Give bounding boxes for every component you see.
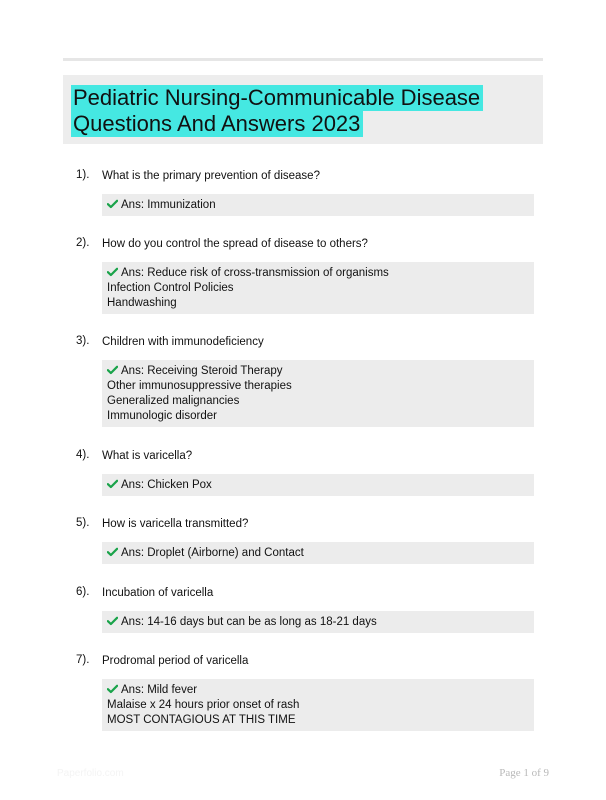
- question-text: How do you control the spread of disease to others?: [102, 238, 368, 250]
- page-indicator: Page 1 of 9: [499, 767, 549, 779]
- answer-box: [102, 194, 534, 216]
- question-number: 3).: [76, 335, 90, 347]
- title-line-1: Pediatric Nursing-Communicable Disease: [71, 85, 483, 111]
- question-text: How is varicella transmitted?: [102, 518, 249, 530]
- answer-line: Malaise x 24 hours prior onset of rash: [107, 699, 300, 711]
- answer-box: [102, 474, 534, 496]
- answer-line: Ans: Droplet (Airborne) and Contact: [107, 546, 534, 561]
- answer-box: [102, 542, 534, 564]
- footer-watermark: Paperfolio.com: [57, 768, 124, 779]
- answer-box: [102, 679, 534, 731]
- question-number: 5).: [76, 517, 90, 529]
- page-title: [71, 85, 483, 137]
- answer-line: Ans: Chicken Pox: [107, 478, 534, 493]
- checkmark-icon: [107, 684, 118, 694]
- answer-line: Infection Control Policies: [107, 282, 234, 294]
- title-line-2: Questions And Answers 2023: [71, 111, 363, 137]
- answer-line: Handwashing: [107, 297, 177, 309]
- answer-line: Generalized malignancies: [107, 395, 240, 407]
- answer-box: [102, 611, 534, 633]
- checkmark-icon: [107, 547, 118, 557]
- answer-line: Ans: Immunization: [107, 198, 534, 213]
- question-number: 2).: [76, 237, 90, 249]
- title-block: [63, 75, 543, 144]
- question-number: 4).: [76, 449, 90, 461]
- question-text: What is the primary prevention of disease?: [102, 170, 320, 182]
- question-text: What is varicella?: [102, 450, 193, 462]
- answer-line: Ans: Reduce risk of cross-transmission of organisms: [107, 266, 534, 281]
- answer-box: [102, 360, 534, 427]
- question-number: 6).: [76, 586, 90, 598]
- checkmark-icon: [107, 365, 118, 375]
- answer-line: Ans: Receiving Steroid Therapy: [107, 364, 534, 379]
- checkmark-icon: [107, 199, 118, 209]
- question-text: Children with immunodeficiency: [102, 336, 264, 348]
- answer-line: MOST CONTAGIOUS AT THIS TIME: [107, 714, 296, 726]
- checkmark-icon: [107, 616, 118, 626]
- answer-box: [102, 262, 534, 314]
- checkmark-icon: [107, 267, 118, 277]
- question-text: Prodromal period of varicella: [102, 655, 249, 667]
- answer-line: Ans: 14-16 days but can be as long as 18-21 days: [107, 615, 534, 630]
- answer-line: Ans: Mild fever: [107, 683, 534, 698]
- checkmark-icon: [107, 479, 118, 489]
- question-number: 7).: [76, 654, 90, 666]
- question-text: Incubation of varicella: [102, 587, 214, 599]
- answer-line: Immunologic disorder: [107, 410, 217, 422]
- top-rule: [63, 58, 543, 61]
- answer-line: Other immunosuppressive therapies: [107, 380, 292, 392]
- question-number: 1).: [76, 169, 90, 181]
